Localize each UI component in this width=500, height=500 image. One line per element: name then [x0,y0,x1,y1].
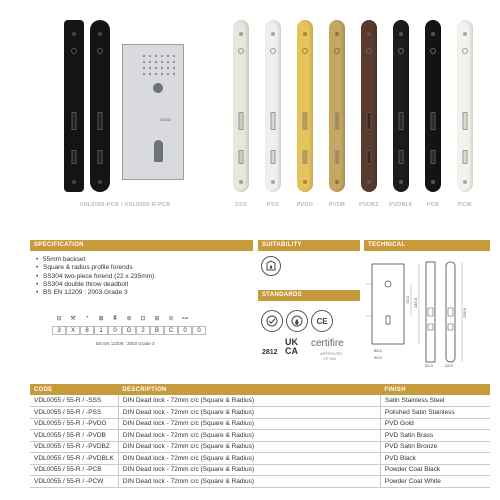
code-cell: VDL0055 / 55-R / -PVDBLK [30,453,118,465]
code-cell: VDL0055 / 55-R / -PVDG [30,418,118,430]
fire-door-icon [261,256,281,276]
grade-digit: 0 [108,326,122,335]
grade-digit: X [66,326,80,335]
finish-cell: Polished Satin Stainless [380,407,490,419]
finish-caption: PCB [426,202,440,208]
code-cell: VDL0055 / 55-R / -SSS [30,395,118,407]
grade-digit: B [150,326,164,335]
forend-pvdbz [361,20,377,192]
column-header-code: CODE [30,384,118,395]
forend-sss [233,20,249,192]
dim-55: 55.0 [374,348,382,353]
column-header-description: DESCRIPTION [118,384,380,395]
forend-pcw [457,20,473,192]
table-row [30,407,490,419]
grade-icon: ⊞ [154,316,160,322]
finish-caption: PVDB [328,202,346,208]
dim-90: 90.0 [374,355,382,360]
lock-case: 1/2002 [122,44,184,180]
finish-cell: PVD Black [380,453,490,465]
grade-digit: 8 [80,326,94,335]
table-row [30,476,490,488]
forend-pcb-square [64,20,84,192]
grade-values [52,326,206,335]
grade-digit: 1 [94,326,108,335]
finish-cell: PVD Satin Brass [380,430,490,442]
code-cell: VDL0055 / 55-R / -PCW [30,476,118,488]
table-row [30,453,490,465]
spec-item: • SS304 two-piece forend (22 x 235mm) [36,273,154,281]
dim-22b: 22.0 [445,363,453,368]
grade-icon-row [52,315,192,325]
forend-pvdb [329,20,345,192]
forend-pvdblk [393,20,409,192]
description-cell: DIN Dead lock - 72mm c/c (Square & Radius) [118,441,380,453]
spec-item: • Square & radius profile forends [36,264,154,272]
finish-cell: Powder Coat White [380,476,490,488]
table-row [30,430,490,442]
grade-digit: G [122,326,136,335]
product-image-area [0,0,500,225]
finish-caption: PSS [267,202,279,208]
finish-caption: PCW [458,202,472,208]
grade-icon: ◔ [85,315,89,321]
finish-cell: PVD Satin Bronze [380,441,490,453]
table-row [30,395,490,407]
grade-digit: C [164,326,178,335]
forend-pcb [425,20,441,192]
grade-icon: ⧗ [112,315,118,321]
grade-icon: ⊶ [182,316,188,322]
grade-icon: ⊘ [168,316,174,322]
dim-22a: 22.0 [425,363,433,368]
code-cell: VDL0055 / 55-R / -PVDB [30,430,118,442]
spec-item: • 55mm backset [36,256,154,264]
fire-rated-icon [286,310,308,332]
dim-145: 145.0 [413,297,418,308]
description-cell: DIN Dead lock - 72mm c/c (Square & Radius) [118,464,380,476]
finish-cell: Satin Stainless Steel [380,395,490,407]
description-cell: DIN Dead lock - 72mm c/c (Square & Radius) [118,453,380,465]
table-row [30,464,490,476]
ce-code: 2812 [262,349,278,356]
spec-item: • BS EN 12209 : 2003 Grade 3 [36,289,154,297]
description-cell: DIN Dead lock - 72mm c/c (Square & Radius) [118,418,380,430]
grade-digit: 0 [178,326,192,335]
technical-heading: TECHNICAL [364,240,490,251]
dim-235: 235.0 [462,307,467,318]
pcb-caption: VDL0055-PCB / VDL0055-R-PCB [79,202,171,208]
finish-caption: PVDBZ [359,202,379,208]
ukca-mark: UK CA [285,337,298,356]
specification-list [36,256,154,297]
table-row [30,441,490,453]
finish-caption: SSS [235,202,247,208]
description-cell: DIN Dead lock - 72mm c/c (Square & Radius) [118,395,380,407]
description-cell: DIN Dead lock - 72mm c/c (Square & Radius) [118,407,380,419]
column-header-finish: FINISH [380,384,490,395]
grade-icon: ⊕ [126,316,132,322]
grade-digit: 2 [136,326,150,335]
certifire-approved: APPROVED [320,351,343,356]
certifire-number: CF 000 [323,356,337,361]
standards-heading: STANDARDS [258,290,360,301]
grade-digit: 0 [192,326,206,335]
spec-item: • SS304 double throw deadbolt [36,281,154,289]
description-cell: DIN Dead lock - 72mm c/c (Square & Radius) [118,476,380,488]
grade-digit: 3 [52,326,66,335]
forend-pvdg [297,20,313,192]
specification-heading: SPECIFICATION [30,240,253,251]
finish-cell: Powder Coat Black [380,464,490,476]
suitability-heading: SUITABILITY [258,240,360,251]
product-codes-table [30,384,490,488]
finish-caption: PVDBLK [389,202,413,208]
bs-en-icon [261,310,283,332]
code-cell: VDL0055 / 55-R / -PVDBZ [30,441,118,453]
technical-drawing [366,258,490,368]
grade-icon: ⚒ [70,316,76,322]
code-cell: VDL0055 / 55-R / -PSS [30,407,118,419]
finish-cell: PVD Gold [380,418,490,430]
finish-caption: PVDG [296,202,314,208]
forend-pcb-radius [90,20,110,192]
forend-pss [265,20,281,192]
description-cell: DIN Dead lock - 72mm c/c (Square & Radius) [118,430,380,442]
table-header-row [30,384,490,395]
ce-mark-icon: CE [311,310,333,332]
dim-72: 72.0 [405,296,410,304]
grade-icon: ⊡ [140,316,146,322]
certifire-mark: certifire [311,338,344,349]
grade-icon: ⊟ [56,316,62,322]
table-row [30,418,490,430]
grade-icon: ⊠ [98,316,104,322]
code-cell: VDL0055 / 55-R / -PCB [30,464,118,476]
grade-note: BS EN 12209 : 2003 Grade 3 [96,341,155,346]
